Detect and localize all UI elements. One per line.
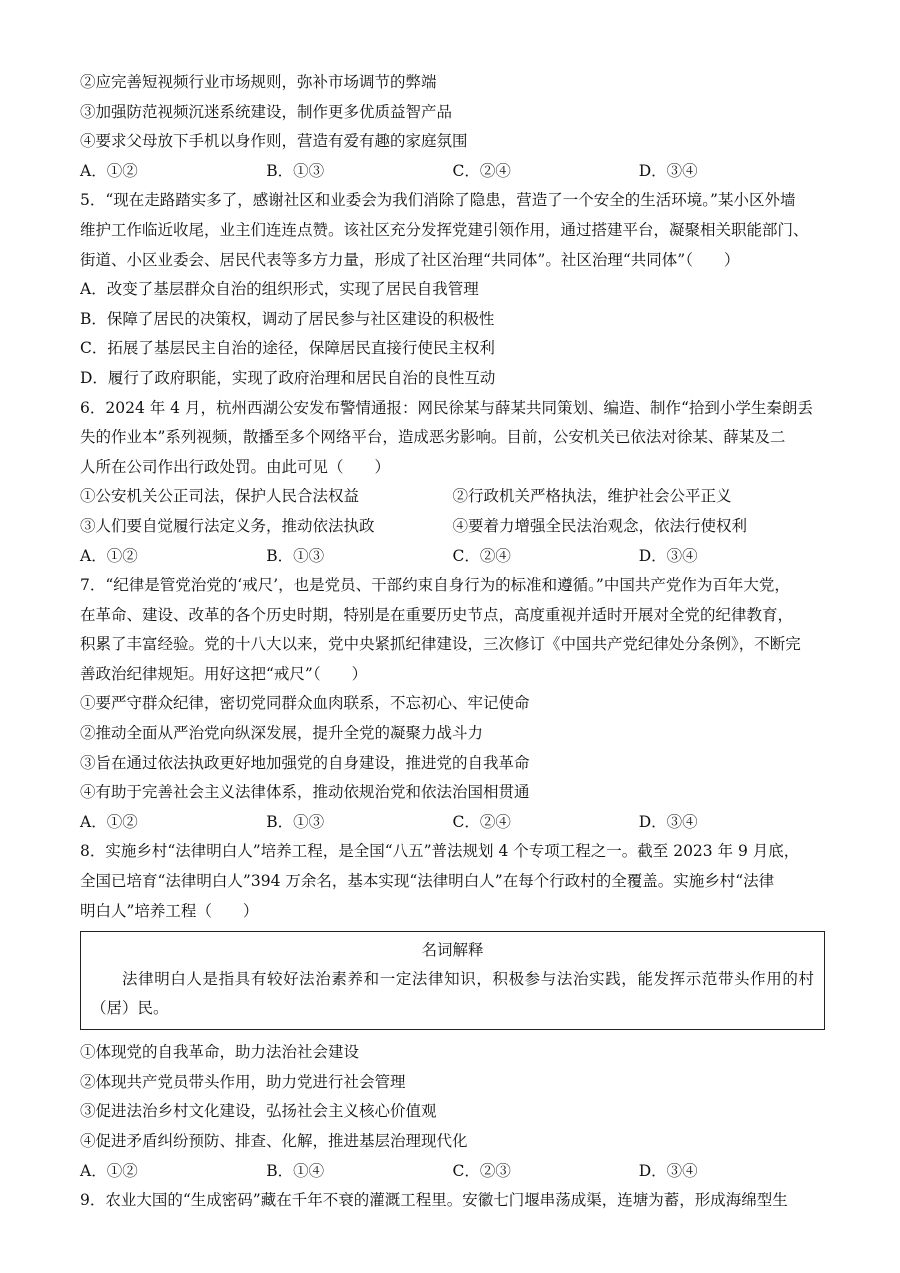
q7-option-c[interactable]: C．②④ [452,812,511,831]
question-9 [80,1186,825,1216]
question-5 [80,186,825,393]
question-4 [80,68,825,186]
q5-option-c[interactable]: C．拓展了基层民主自治的途径，保障居民直接行使民主权利 [80,339,495,358]
q6-statements-row-1 [80,482,825,512]
q8-stem-line-2: 全国已培育“法律明白人”394 万余名，基本实现“法律明白人”在每个行政村的全覆盖。实施乡村“法律 [80,872,775,891]
term-definition-body: 法律明白人是指具有较好法治素养和一定法律知识，积极参与法治实践，能发挥示范带头作用的村（居）民。 [91,970,814,1018]
q5-option-b[interactable]: B．保障了居民的决策权，调动了居民参与社区建设的积极性 [80,309,495,328]
q8-option-b[interactable]: B．①④ [266,1161,325,1180]
q6-options [80,542,825,572]
exam-page [80,68,825,1216]
q7-options [80,808,825,838]
q6-statement-1: ①公安机关公正司法，保护人民合法权益 [80,487,360,506]
q6-stem-line-2: 失的作业本”系列视频，散播至多个网络平台，造成恶劣影响。目前，公安机关已依法对徐某、薛某及二 [80,428,786,447]
q7-stem-line-1: 7．“纪律是管党治党的‘戒尺’，也是党员、干部约束自身行为的标准和遵循。”中国共产党作为百年大党， [80,576,790,595]
q5-option-a[interactable]: A．改变了基层群众自治的组织形式，实现了居民自我管理 [80,280,479,299]
q6-stem-line-3: 人所在公司作出行政处罚。由此可见（ ） [80,457,391,476]
q7-statement-3: ③旨在通过依法执政更好地加强党的自身建设，推进党的自我革命 [80,753,530,772]
question-8 [80,837,825,1186]
q7-option-d[interactable]: D．③④ [638,812,698,831]
q7-stem-line-4: 善政治纪律规矩。用好这把“戒尺”（ ） [80,664,368,683]
q8-stem-line-3: 明白人”培养工程（ ） [80,901,259,920]
q6-option-c[interactable]: C．②④ [452,546,511,565]
term-definition-title: 名词解释 [421,941,484,960]
q8-option-a[interactable]: A．①② [80,1161,138,1180]
q7-stem-line-3: 积累了丰富经验。党的十八大以来，党中央紧抓纪律建设，三次修订《中国共产党纪律处分条例》，不断完 [80,635,801,654]
q8-statement-3: ③促进法治乡村文化建设，弘扬社会主义核心价值观 [80,1102,437,1121]
q6-statement-3: ③人们要自觉履行法定义务，推动依法执政 [80,516,375,535]
q4-option-a[interactable]: A．①② [80,161,138,180]
q9-stem-line-1: 9．农业大国的“生成密码”藏在千年不衰的灌溉工程里。安徽七门堰串荡成渠，连塘为蓄，形成海绵型生 [80,1191,788,1210]
q4-option-c[interactable]: C．②④ [452,161,511,180]
term-definition-box [80,931,825,1030]
q6-option-d[interactable]: D．③④ [638,546,698,565]
q8-option-d[interactable]: D．③④ [638,1161,698,1180]
q5-stem-line-1: 5．“现在走路踏实多了，感谢社区和业委会为我们消除了隐患，营造了一个安全的生活环境。”某小区外墙 [80,191,796,210]
q6-stem-line-1: 6．2024 年 4 月，杭州西湖公安发布警情通报：网民徐某与薛某共同策划、编造、制作“拾到小学生秦朗丢 [80,398,813,417]
q8-statement-2: ②体现共产党员带头作用，助力党进行社会管理 [80,1072,406,1091]
q7-stem-line-2: 在革命、建设、改革的各个历史时期，特别是在重要历史节点，高度重视并适时开展对全党的纪律教育， [80,605,794,624]
q4-option-d[interactable]: D．③④ [638,161,698,180]
q6-option-a[interactable]: A．①② [80,546,138,565]
q7-option-b[interactable]: B．①③ [266,812,325,831]
q4-options [80,157,825,187]
q8-stem-line-1: 8．实施乡村“法律明白人”培养工程，是全国“八五”普法规划 4 个专项工程之一。截至 2023 年 9 月底， [80,842,800,861]
q8-statement-4: ④促进矛盾纠纷预防、排查、化解，推进基层治理现代化 [80,1132,468,1150]
q6-statement-4: ④要着力增强全民法治观念，依法行使权利 [452,516,748,535]
q4-statement-3: ③加强防范视频沉迷系统建设，制作更多优质益智产品 [80,102,453,121]
q8-options [80,1157,825,1187]
q7-statement-2: ②推动全面从严治党向纵深发展，提升全党的凝聚力战斗力 [80,724,484,743]
q7-statement-4: ④有助于完善社会主义法律体系，推动依规治党和依法治国相贯通 [80,783,530,802]
q8-statement-1: ①体现党的自我革命，助力法治社会建设 [80,1043,360,1062]
q4-option-b[interactable]: B．①③ [266,161,325,180]
q8-option-c[interactable]: C．②③ [452,1161,511,1180]
q7-statement-1: ①要严守群众纪律，密切党同群众血肉联系，不忘初心、牢记使命 [80,694,530,713]
q6-statements-row-2 [80,512,825,542]
q5-option-d[interactable]: D．履行了政府职能，实现了政府治理和居民自治的良性互动 [80,368,496,387]
q6-statement-2: ②行政机关严格执法，维护社会公平正义 [452,487,732,506]
question-6 [80,394,825,572]
q5-stem-line-3: 街道、小区业委会、居民代表等多方力量，形成了社区治理“共同体”。社区治理“共同体”（ ） [80,250,740,269]
q6-option-b[interactable]: B．①③ [266,546,325,565]
question-7 [80,571,825,837]
q4-statement-4: ④要求父母放下手机以身作则，营造有爱有趣的家庭氛围 [80,132,468,151]
q4-statement-2: ②应完善短视频行业市场规则，弥补市场调节的弊端 [80,73,437,91]
q7-option-a[interactable]: A．①② [80,812,138,831]
q5-stem-line-2: 维护工作临近收尾，业主们连连点赞。该社区充分发挥党建引领作用，通过搭建平台，凝聚相关职能部门、 [80,220,809,239]
